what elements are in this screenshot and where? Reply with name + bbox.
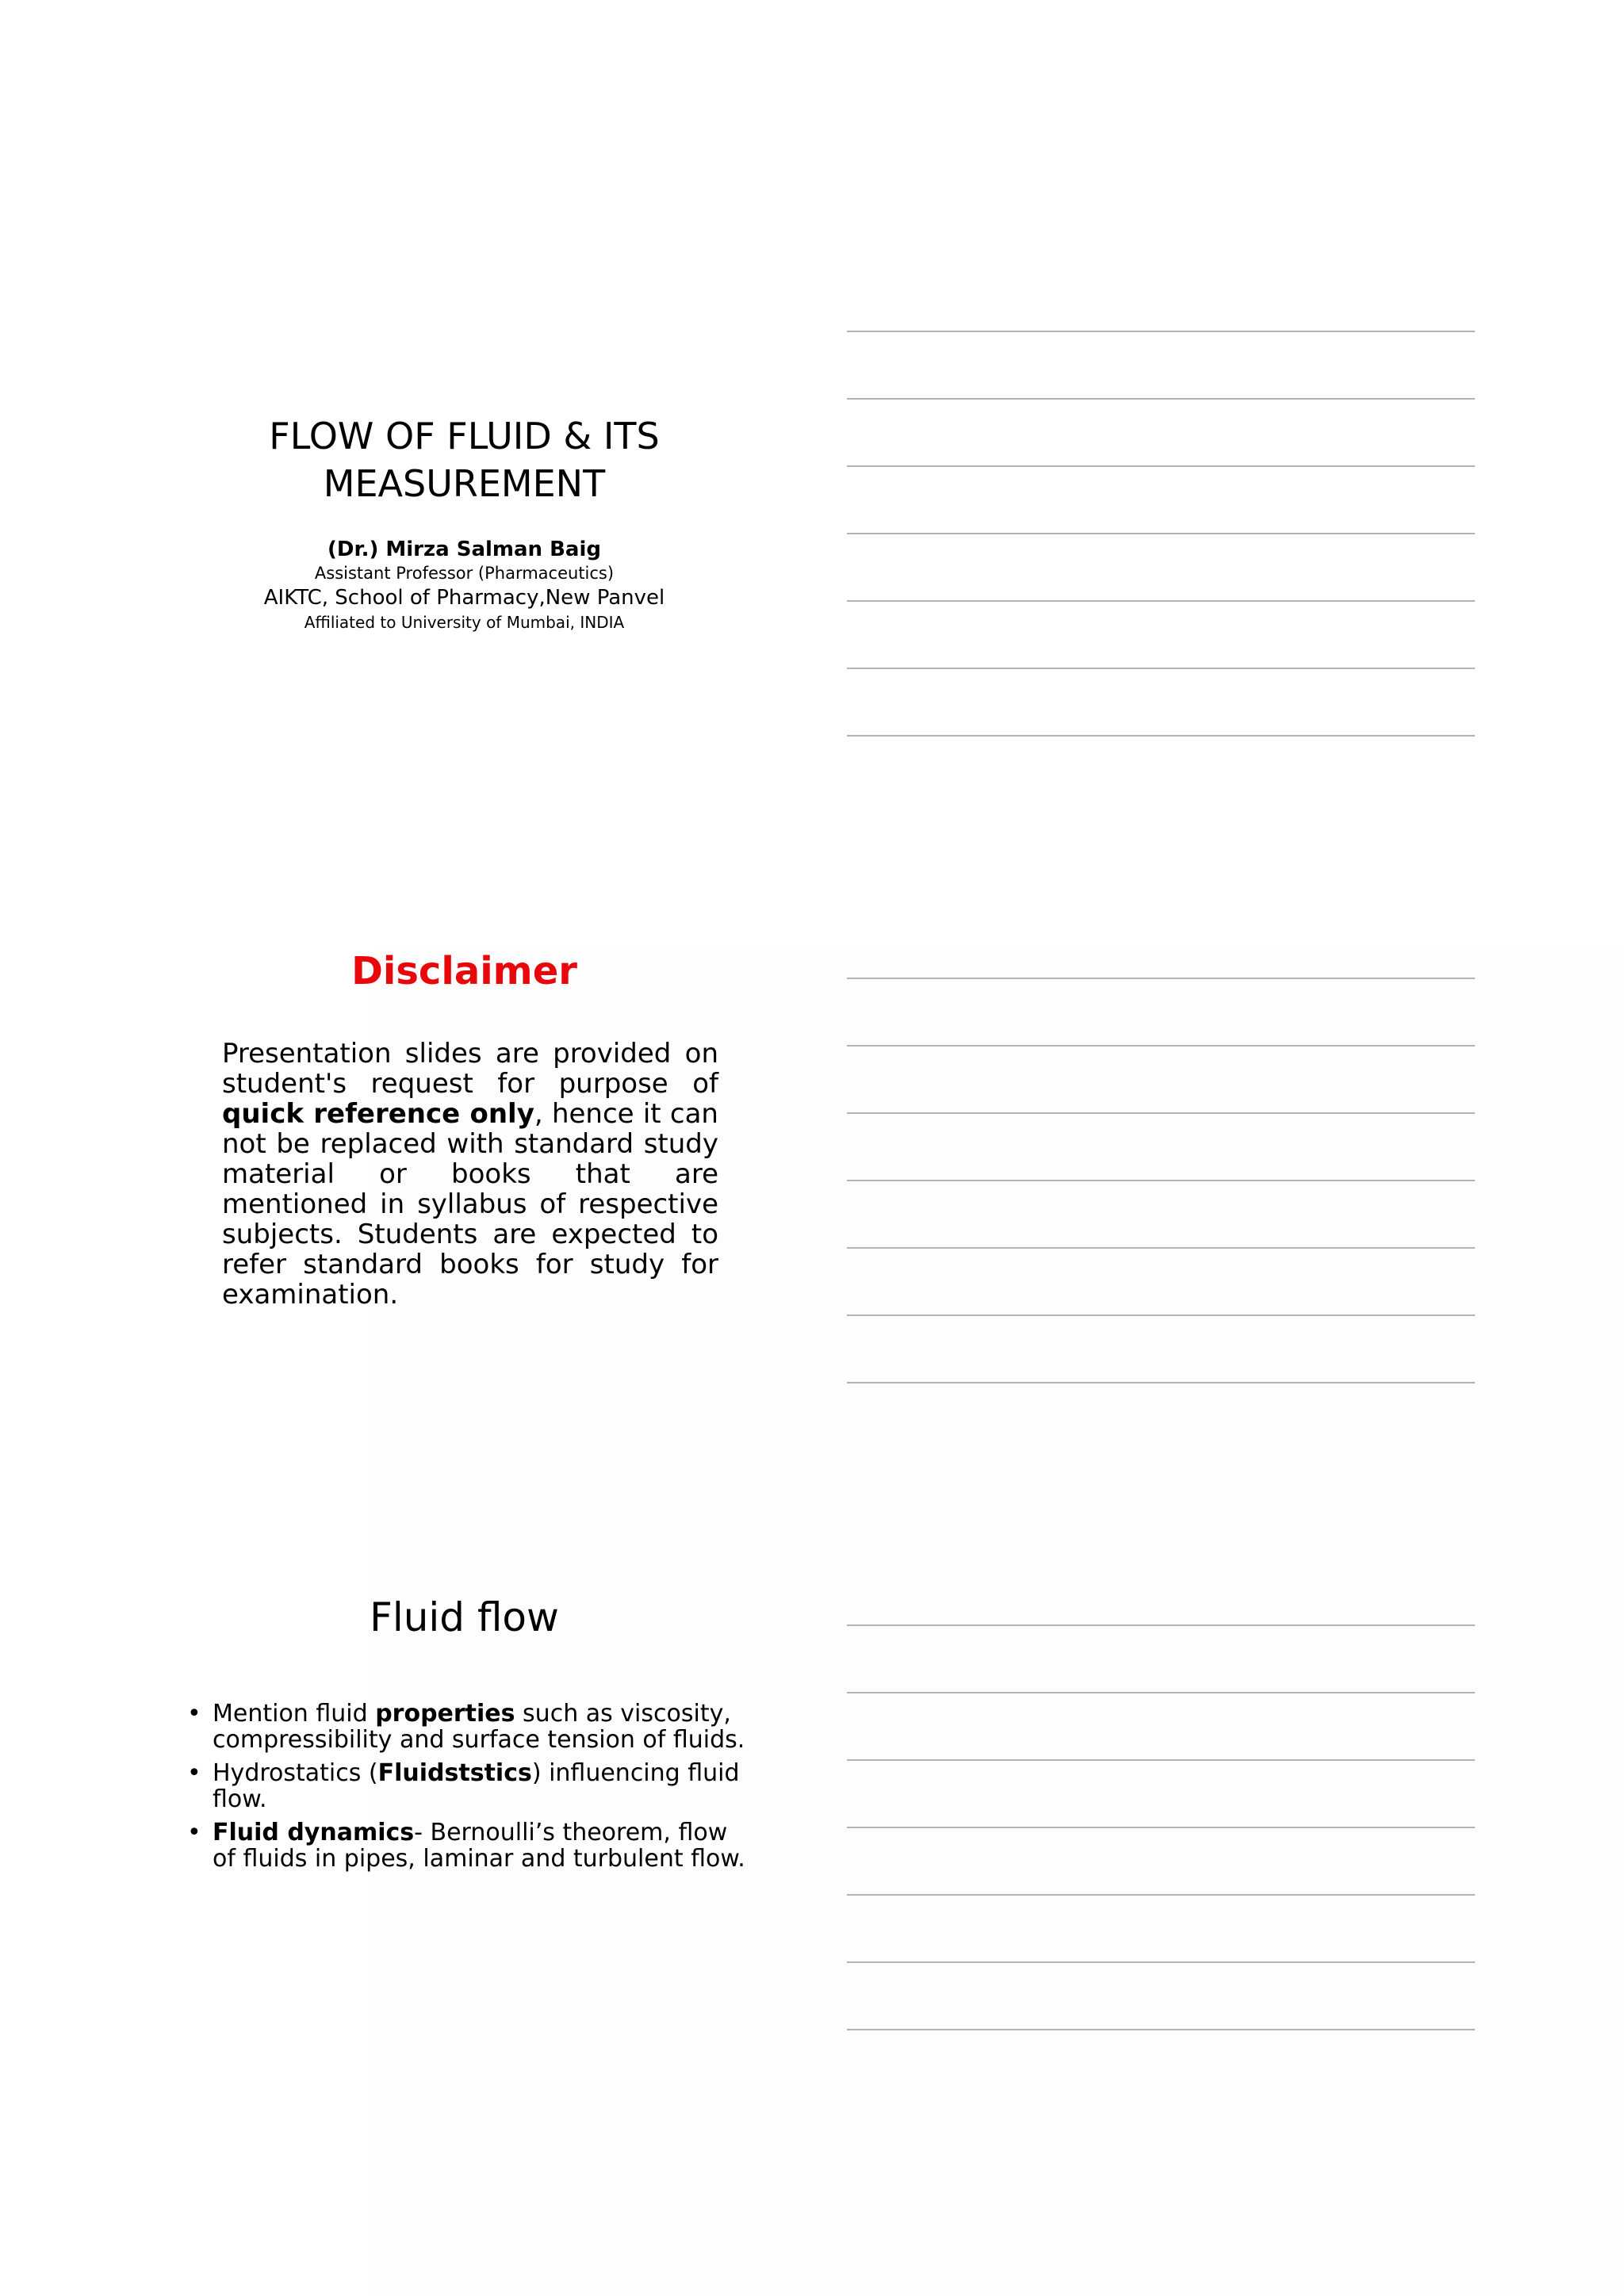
disclaimer-text-1: Presentation slides are provided on student's request for purpose of [222,1038,718,1100]
note-line [847,465,1475,467]
slide-disclaimer [181,943,748,1310]
note-line [847,398,1475,400]
note-line [847,331,1475,332]
note-line [847,1961,1475,1963]
note-line [847,1247,1475,1249]
bullet-dot: • [187,1700,201,1728]
bullet-item [181,1701,752,1753]
presentation-title [181,412,748,507]
author-affiliation: Affiliated to University of Mumbai, INDIA [304,613,625,632]
fluid-flow-bullets [181,1701,752,1872]
note-line [847,600,1475,602]
title-line-2: MEASUREMENT [323,462,606,505]
bullet-item [181,1760,752,1812]
bullet-text-post: such as viscosity, compressibility and surface tension of fluids. [213,1700,745,1754]
bullet-text-pre: Hydrostatics ( [213,1759,378,1787]
slide-title [181,412,748,634]
slide-fluid-flow [181,1590,748,1879]
title-line-1: FLOW OF FLUID & ITS [269,415,660,457]
note-line [847,1112,1475,1114]
note-line [847,1827,1475,1828]
disclaimer-body [222,1039,718,1310]
note-line [847,1314,1475,1316]
bullet-dot: • [187,1819,201,1846]
note-line [847,2029,1475,2030]
note-line [847,1624,1475,1626]
note-line [847,1382,1475,1383]
author-role: Assistant Professor (Pharmaceutics) [314,564,615,583]
note-line [847,1180,1475,1181]
disclaimer-title: Disclaimer [351,949,577,993]
note-line [847,668,1475,669]
disclaimer-emphasis: quick reference only [222,1098,534,1130]
bullet-text-bold: Fluid dynamics [213,1819,415,1846]
note-line [847,735,1475,737]
note-line [847,978,1475,979]
author-institution: AIKTC, School of Pharmacy,New Panvel [263,586,665,610]
note-line [847,1692,1475,1693]
note-line [847,1894,1475,1896]
fluid-flow-title: Fluid flow [370,1594,559,1640]
note-line [847,1759,1475,1761]
bullet-text-pre: Mention fluid [213,1700,376,1728]
note-line [847,533,1475,534]
bullet-text-bold: Fluidststics [377,1759,532,1787]
bullet-dot: • [187,1759,201,1787]
bullet-text-bold: properties [375,1700,515,1728]
bullet-item [181,1820,752,1872]
author-name: (Dr.) Mirza Salman Baig [327,538,601,561]
bullet-text-post: - Bernoulli’s theorem, flow of fluids in pipes, laminar and turbulent flow. [213,1819,745,1873]
note-line [847,1045,1475,1047]
disclaimer-text-2: , hence it can not be replaced with standard study material or books that are mentioned in syllabus of respective subjects. Students are expected to refer standard books for study for examination. [222,1098,718,1311]
bullet-text-post: ) influencing fluid flow. [213,1759,740,1813]
